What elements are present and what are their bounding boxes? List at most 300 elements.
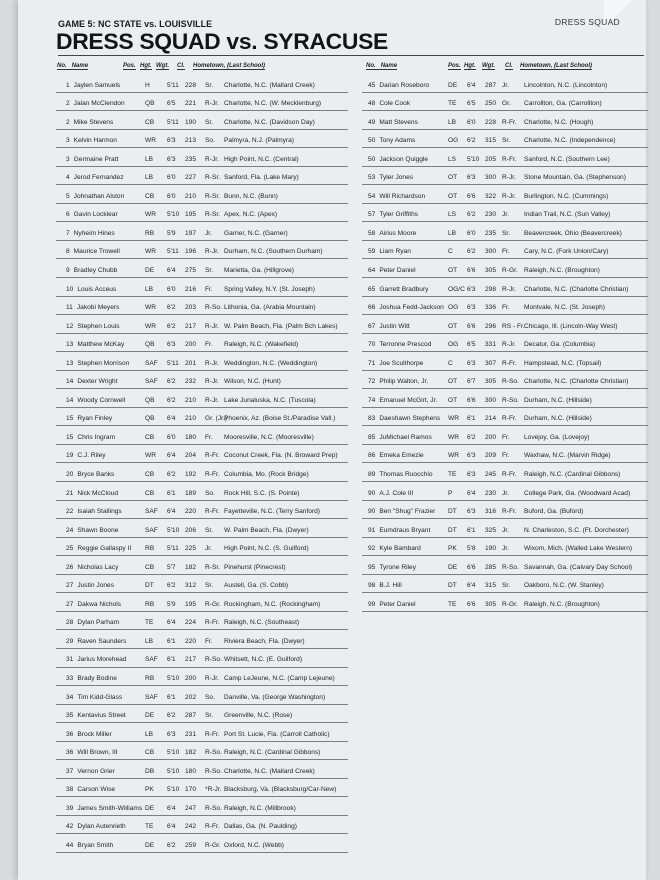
player-class: R-Jr. (502, 285, 516, 293)
player-number: 74 (368, 396, 376, 404)
player-class: R-Fr. (502, 508, 517, 516)
roster-row (56, 148, 348, 167)
player-height: 6'4 (167, 266, 176, 274)
player-class: Sr. (502, 582, 511, 590)
player-number: 67 (368, 322, 376, 330)
player-weight: 217 (185, 322, 197, 330)
roster-row (56, 408, 348, 427)
player-name: Isaiah Stallings (77, 508, 122, 516)
player-hometown: Raleigh, N.C. (Southeast) (224, 619, 300, 627)
player-height: 6'7 (467, 378, 476, 386)
header-no-name: No. Name (366, 63, 398, 69)
player-number-name (66, 490, 118, 497)
player-hometown: Waxhaw, N.C. (Marvin Ridge) (524, 452, 611, 460)
player-name: B.J. Hill (379, 582, 402, 590)
player-position: DE (145, 712, 155, 720)
player-class: So. (205, 693, 215, 701)
player-class: R-Fr. (502, 359, 517, 367)
player-number: 44 (66, 841, 74, 849)
player-number: 28 (66, 619, 74, 627)
player-name: Jerod Fernandez (73, 174, 124, 182)
player-weight: 210 (185, 192, 197, 200)
player-weight: 247 (185, 804, 197, 812)
player-number-name (66, 378, 118, 385)
player-class: R-So. (205, 804, 222, 812)
player-number-name (66, 434, 115, 441)
player-weight: 200 (485, 433, 497, 441)
player-number: 50 (368, 137, 376, 145)
player-number-name (66, 230, 115, 237)
roster-row (362, 93, 648, 112)
player-number-name (66, 675, 117, 682)
player-hometown: Weddington, N.C. (Weddington) (224, 359, 318, 367)
header-cl: Cl. (505, 63, 513, 69)
player-name: JuMichael Ramos (379, 433, 432, 441)
player-name: Germaine Pratt (73, 155, 119, 163)
player-number-name (368, 119, 418, 126)
player-number: 22 (66, 508, 74, 516)
player-height: 6'2 (467, 137, 476, 145)
player-class: R-Sr. (205, 192, 221, 200)
player-hometown: Charlotte, N.C. (Mallard Creek) (224, 81, 315, 89)
player-name: Louis Acceus (77, 285, 117, 293)
player-number-name (368, 304, 444, 311)
player-hometown: Charlotte, N.C. (W. Mecklenburg) (224, 100, 322, 108)
player-number: 90 (368, 508, 376, 516)
player-height: 5'10 (167, 749, 180, 757)
player-name: Will Richardson (379, 192, 426, 200)
player-class: R-Jr. (205, 248, 219, 256)
player-name: Philip Walton, Jr. (379, 378, 429, 386)
player-number: 53 (368, 174, 376, 182)
player-height: 6'6 (467, 563, 476, 571)
player-hometown: Indian Trail, N.C. (Sun Valley) (524, 211, 611, 219)
player-hometown: Decatur, Ga. (Columbia) (524, 341, 596, 349)
roster-row (362, 259, 648, 278)
player-number-name (66, 248, 120, 255)
player-hometown: Charlotte, N.C. (Hough) (524, 118, 594, 126)
player-name: Liam Ryan (379, 248, 411, 256)
player-hometown: W. Palm Beach, Fla. (Palm Bch Lakes) (224, 322, 338, 330)
player-class: Sr. (205, 118, 214, 126)
player-hometown: Rockingham, N.C. (Rockingham) (224, 600, 321, 608)
player-weight: 170 (185, 786, 197, 794)
player-hometown: Spring Valley, N.Y. (St. Joseph) (224, 285, 315, 293)
player-class: Fr. (502, 433, 510, 441)
player-number: 86 (368, 452, 376, 460)
player-name: Matt Stevens (379, 118, 418, 126)
player-weight: 235 (485, 229, 497, 237)
roster-row (56, 538, 348, 557)
player-hometown: Mooresville, N.C. (Mooresville) (224, 433, 314, 441)
player-number: 27 (66, 600, 74, 608)
player-weight: 322 (485, 192, 497, 200)
player-number: 38 (66, 786, 74, 794)
player-hometown: Whitsett, N.C. (E. Guilford) (224, 656, 303, 664)
player-height: 6'4 (467, 81, 476, 89)
player-class: So. (205, 489, 215, 497)
roster-row (56, 259, 348, 278)
player-class: R-Fr. (502, 118, 517, 126)
player-number: 50 (368, 155, 376, 163)
player-name: Woody Cornwell (77, 396, 126, 404)
player-height: 5'10 (167, 675, 180, 682)
player-number-name (66, 304, 119, 311)
player-weight: 210 (185, 415, 197, 423)
player-number-name (368, 564, 416, 571)
roster-row (56, 426, 348, 445)
player-number-name (66, 694, 122, 701)
player-name: Bryce Banks (77, 470, 115, 478)
player-position: PK (145, 786, 154, 794)
player-height: 6'2 (167, 712, 176, 720)
player-position: DE (448, 81, 458, 89)
player-height: 6'5 (467, 341, 476, 349)
player-hometown: Charlotte, N.C. (Charlotte Christian) (524, 378, 629, 386)
roster-row (56, 501, 348, 520)
player-class: Fr. (502, 452, 510, 460)
player-number-name (368, 397, 437, 404)
player-number: 95 (368, 563, 376, 571)
player-number-name (368, 100, 410, 107)
roster-row (362, 482, 648, 501)
player-weight: 307 (485, 359, 497, 367)
player-name: Daeshawn Stephens (379, 415, 441, 423)
player-number-name (368, 490, 413, 497)
player-position: LB (145, 730, 154, 738)
player-height: 6'6 (467, 322, 476, 330)
player-name: Jarius Morehead (77, 656, 127, 664)
player-hometown: High Point, N.C. (Central) (224, 155, 299, 163)
player-weight: 213 (185, 137, 197, 145)
player-number-name (368, 471, 432, 478)
player-weight: 287 (185, 712, 197, 720)
player-position: OT (448, 174, 458, 182)
player-name: Tim Kidd-Glass (77, 693, 123, 701)
roster-row (56, 705, 348, 724)
header-cl: Cl. (177, 63, 185, 69)
player-position: TE (145, 823, 154, 831)
player-class: Jr. (205, 545, 212, 553)
player-hometown: Phoenix, Az. (Boise St./Paradise Vall.) (224, 415, 336, 423)
player-number-name (66, 712, 126, 719)
player-hometown: Charlotte, N.C. (Mallard Creek) (224, 767, 315, 775)
player-height: 5'11 (167, 248, 179, 256)
player-class: R-Fr. (502, 415, 517, 423)
player-weight: 287 (485, 81, 497, 89)
player-height: 6'1 (167, 693, 176, 701)
player-number-name (66, 119, 113, 126)
player-hometown: High Point, N.C. (S. Guilford) (224, 545, 309, 553)
player-hometown: Apex, N.C. (Apex) (224, 211, 278, 219)
player-name: Raven Saunders (77, 637, 127, 645)
player-hometown: Raleigh, N.C. (Broughton) (524, 266, 600, 274)
player-position: DT (448, 582, 457, 590)
player-class: R-So. (205, 304, 222, 312)
roster-row (362, 167, 648, 186)
player-weight: 220 (185, 637, 197, 645)
player-class: Gr. (Jr.) (205, 415, 227, 423)
roster-row (362, 556, 648, 575)
player-height: 6'2 (167, 304, 176, 312)
player-position: PK (448, 545, 457, 553)
player-position: OT (448, 396, 458, 404)
player-number: 89 (368, 470, 376, 478)
player-number: 35 (66, 712, 74, 720)
player-hometown: Oxford, N.C. (Webb) (224, 841, 284, 849)
player-weight: 210 (185, 396, 197, 404)
player-class: Fr. (502, 248, 510, 256)
player-class: R-Sr. (205, 211, 221, 219)
player-name: Kentavius Street (77, 712, 126, 720)
roster-row (362, 241, 648, 260)
player-weight: 204 (185, 452, 197, 460)
roster-row (56, 297, 348, 316)
player-weight: 203 (185, 304, 197, 312)
player-number: 49 (368, 118, 376, 126)
player-name: Nyheim Hines (73, 229, 115, 237)
player-number: 13 (66, 359, 74, 367)
roster-row (362, 501, 648, 520)
player-name: Carson Wise (77, 786, 116, 794)
roster-row (56, 649, 348, 668)
player-name: Jaylen Samuels (73, 81, 121, 89)
player-class: R-Jr. (205, 155, 219, 163)
player-number: 98 (368, 582, 376, 590)
player-name: Dexter Wright (77, 378, 118, 386)
player-number-name (368, 452, 424, 459)
player-class: R-Fr. (502, 470, 517, 478)
player-number-name (368, 415, 440, 422)
player-number-name (66, 619, 119, 626)
player-position: DE (145, 804, 155, 812)
player-number-name (368, 230, 416, 237)
player-number: 14 (66, 378, 74, 386)
player-weight: 182 (185, 749, 197, 757)
player-height: 6'3 (467, 174, 476, 182)
roster-row (56, 241, 348, 260)
page-title: DRESS SQUAD vs. SYRACUSE (56, 29, 388, 54)
player-weight: 189 (185, 489, 197, 497)
player-hometown: Raleigh, N.C. (Millbrook) (224, 804, 296, 812)
player-position: OT (448, 192, 458, 200)
player-position: LB (145, 174, 154, 182)
player-class: R-Jr. (502, 192, 516, 200)
player-weight: 228 (485, 118, 497, 126)
player-height: 6'4 (167, 452, 176, 460)
roster-row (362, 463, 648, 482)
player-weight: 192 (185, 470, 197, 478)
player-height: 6'3 (167, 730, 176, 738)
player-class: R-So. (502, 396, 519, 404)
player-weight: 217 (185, 656, 197, 664)
player-height: 5'11 (167, 81, 179, 89)
roster-list-left (56, 74, 348, 853)
player-weight: 296 (485, 322, 497, 330)
player-position: WR (145, 322, 156, 330)
header-hgt: Hgt. (464, 63, 476, 69)
player-weight: 305 (485, 266, 497, 274)
player-number-name (66, 545, 131, 552)
player-class: R-Fr. (205, 508, 220, 516)
player-number: 4 (66, 174, 70, 182)
player-number: 13 (66, 341, 74, 349)
player-position: LS (448, 211, 457, 219)
roster-row (362, 74, 648, 93)
roster-row (362, 519, 648, 538)
player-name: Will Brown, III (77, 749, 118, 757)
player-number-name (368, 174, 413, 181)
player-number-name (66, 82, 120, 89)
player-name: Dakwa Nichols (77, 600, 121, 608)
player-number-name (66, 452, 106, 459)
player-number-name (66, 286, 116, 293)
player-hometown: Charlotte, N.C. (Independence) (524, 137, 616, 145)
player-number-name (66, 397, 125, 404)
player-height: 6'2 (467, 433, 476, 441)
roster-row (56, 612, 348, 631)
player-class: R-So. (502, 378, 519, 386)
player-hometown: Sanford, Fla. (Lake Mary) (224, 174, 299, 182)
player-name: Dylan Parham (77, 619, 120, 627)
player-class: RS - Fr. (502, 322, 525, 330)
player-position: WR (448, 452, 459, 460)
player-weight: 206 (185, 526, 197, 534)
player-position: OG (448, 137, 459, 145)
roster-row (362, 278, 648, 297)
player-name: Reggie Gallaspy II (77, 545, 132, 553)
player-position: DT (145, 582, 154, 590)
player-position: P (448, 489, 453, 497)
player-height: 6'3 (167, 137, 176, 145)
player-position: WR (145, 211, 156, 219)
player-height: 6'3 (467, 470, 476, 478)
player-name: Gavin Locklear (73, 211, 118, 219)
player-number-name (368, 211, 418, 218)
player-position: WR (448, 433, 459, 441)
player-number-name (66, 508, 122, 515)
player-number: 59 (368, 248, 376, 256)
player-number-name (368, 341, 431, 348)
player-weight: 245 (485, 470, 497, 478)
player-number: 26 (66, 563, 74, 571)
player-number: 57 (368, 211, 376, 219)
player-height: 6'5 (467, 100, 476, 108)
player-position: OT (448, 378, 458, 386)
player-hometown: Raleigh, N.C. (Cardinal Gibbons) (524, 470, 621, 478)
roster-row (56, 556, 348, 575)
player-name: Garrett Bradbury (379, 285, 429, 293)
player-name: Emanuel McGirt, Jr. (379, 396, 438, 404)
player-name: Brady Bodine (77, 675, 117, 682)
player-height: 6'3 (467, 452, 476, 460)
player-hometown: Chicago, Ill. (Lincoln-Way West) (524, 322, 618, 330)
player-weight: 259 (185, 841, 197, 849)
player-weight: 300 (485, 248, 497, 256)
player-class: Fr. (205, 637, 213, 645)
player-number: 1 (66, 81, 70, 89)
player-hometown: Lithonia, Ga. (Arabia Mountain) (224, 304, 316, 312)
player-hometown: Bunn, N.C. (Bunn) (224, 192, 278, 200)
player-weight: 305 (485, 600, 497, 608)
player-hometown: Raleigh, N.C. (Cardinal Gibbons) (224, 749, 321, 757)
player-height: 6'5 (167, 100, 176, 108)
player-hometown: Savannah, Ga. (Calvary Day School) (524, 563, 633, 571)
player-weight: 220 (185, 508, 197, 516)
player-hometown: Cary, N.C. (Fork Union/Cary) (524, 248, 609, 256)
player-height: 6'1 (467, 526, 476, 534)
roster-sheet (18, 0, 646, 880)
player-name: James Smith-Williams (77, 804, 143, 812)
player-name: Brock Miller (77, 730, 112, 738)
player-weight: 195 (185, 211, 197, 219)
roster-row (56, 74, 348, 93)
roster-row (56, 668, 348, 687)
player-position: DT (448, 526, 457, 534)
player-name: Nicholas Lacy (77, 563, 119, 571)
player-height: 6'0 (467, 229, 476, 237)
roster-row (362, 352, 648, 371)
player-number-name (66, 211, 118, 218)
player-hometown: Rock Hill, S.C. (S. Pointe) (224, 489, 300, 497)
roster-row (56, 779, 348, 798)
player-class: Fr. (205, 341, 213, 349)
player-height: 6'0 (167, 174, 176, 182)
player-name: Peter Daniel (379, 600, 416, 608)
player-position: WR (145, 248, 156, 256)
player-hometown: Raleigh, N.C. (Wakefield) (224, 341, 299, 349)
roster-row (56, 130, 348, 149)
player-position: OT (448, 322, 458, 330)
player-class: Fr. (205, 433, 213, 441)
player-number: 12 (66, 322, 74, 330)
player-class: Fr. (205, 285, 213, 293)
player-position: SAF (145, 693, 158, 701)
player-class: R-Gr. (205, 600, 221, 608)
player-hometown: Greenville, N.C. (Rose) (224, 712, 293, 720)
player-height: 6'4 (467, 582, 476, 590)
roster-row (56, 797, 348, 816)
header-hometown: Hometown, (Last School) (520, 63, 592, 69)
player-name: Joshua Fedd-Jackson (379, 304, 444, 312)
player-height: 6'4 (167, 823, 176, 831)
player-height: 6'1 (467, 415, 476, 423)
player-name: Eumdraus Bryant (379, 526, 431, 534)
player-height: 6'4 (167, 415, 176, 423)
player-hometown: Riviera Beach, Fla. (Dwyer) (224, 637, 305, 645)
player-number: 20 (66, 470, 74, 478)
player-class: R-Jr. (205, 378, 219, 386)
roster-column-right (362, 63, 648, 612)
roster-row (362, 445, 648, 464)
player-position: SAF (145, 378, 158, 386)
roster-row (362, 575, 648, 594)
roster-row (56, 352, 348, 371)
player-hometown: Lincolnton, N.C. (Lincolnton) (524, 81, 608, 89)
player-height: 6'0 (167, 433, 176, 441)
player-position: C (448, 248, 453, 256)
player-position: DE (145, 841, 155, 849)
player-hometown: Montvale, N.C. (St. Joseph) (524, 304, 605, 312)
player-number: 7 (66, 229, 70, 237)
game-line: GAME 5: NC STATE vs. LOUISVILLE (58, 19, 213, 29)
player-hometown: Lake Junaluska, N.C. (Tuscola) (224, 396, 316, 404)
player-number: 15 (66, 415, 74, 423)
player-height: 6'6 (467, 396, 476, 404)
player-name: Shawn Boone (77, 526, 119, 534)
roster-row (56, 204, 348, 223)
player-class: R-Gr. (502, 600, 518, 608)
